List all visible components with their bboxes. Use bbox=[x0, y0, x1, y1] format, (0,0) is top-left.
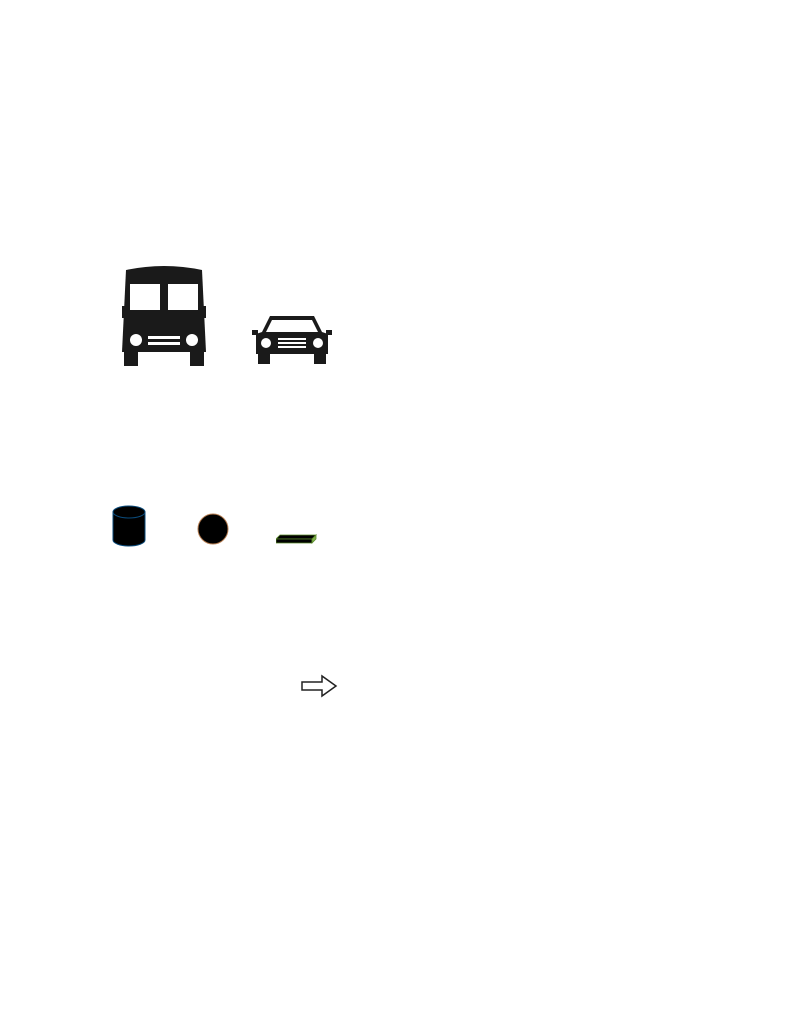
sphere-image bbox=[196, 512, 230, 546]
bus-image bbox=[116, 262, 212, 372]
cups-figure bbox=[94, 642, 546, 756]
car-image bbox=[252, 312, 332, 366]
cuboid-image bbox=[276, 532, 318, 546]
arrow-icon bbox=[302, 676, 336, 696]
cylinder-image bbox=[111, 504, 147, 548]
